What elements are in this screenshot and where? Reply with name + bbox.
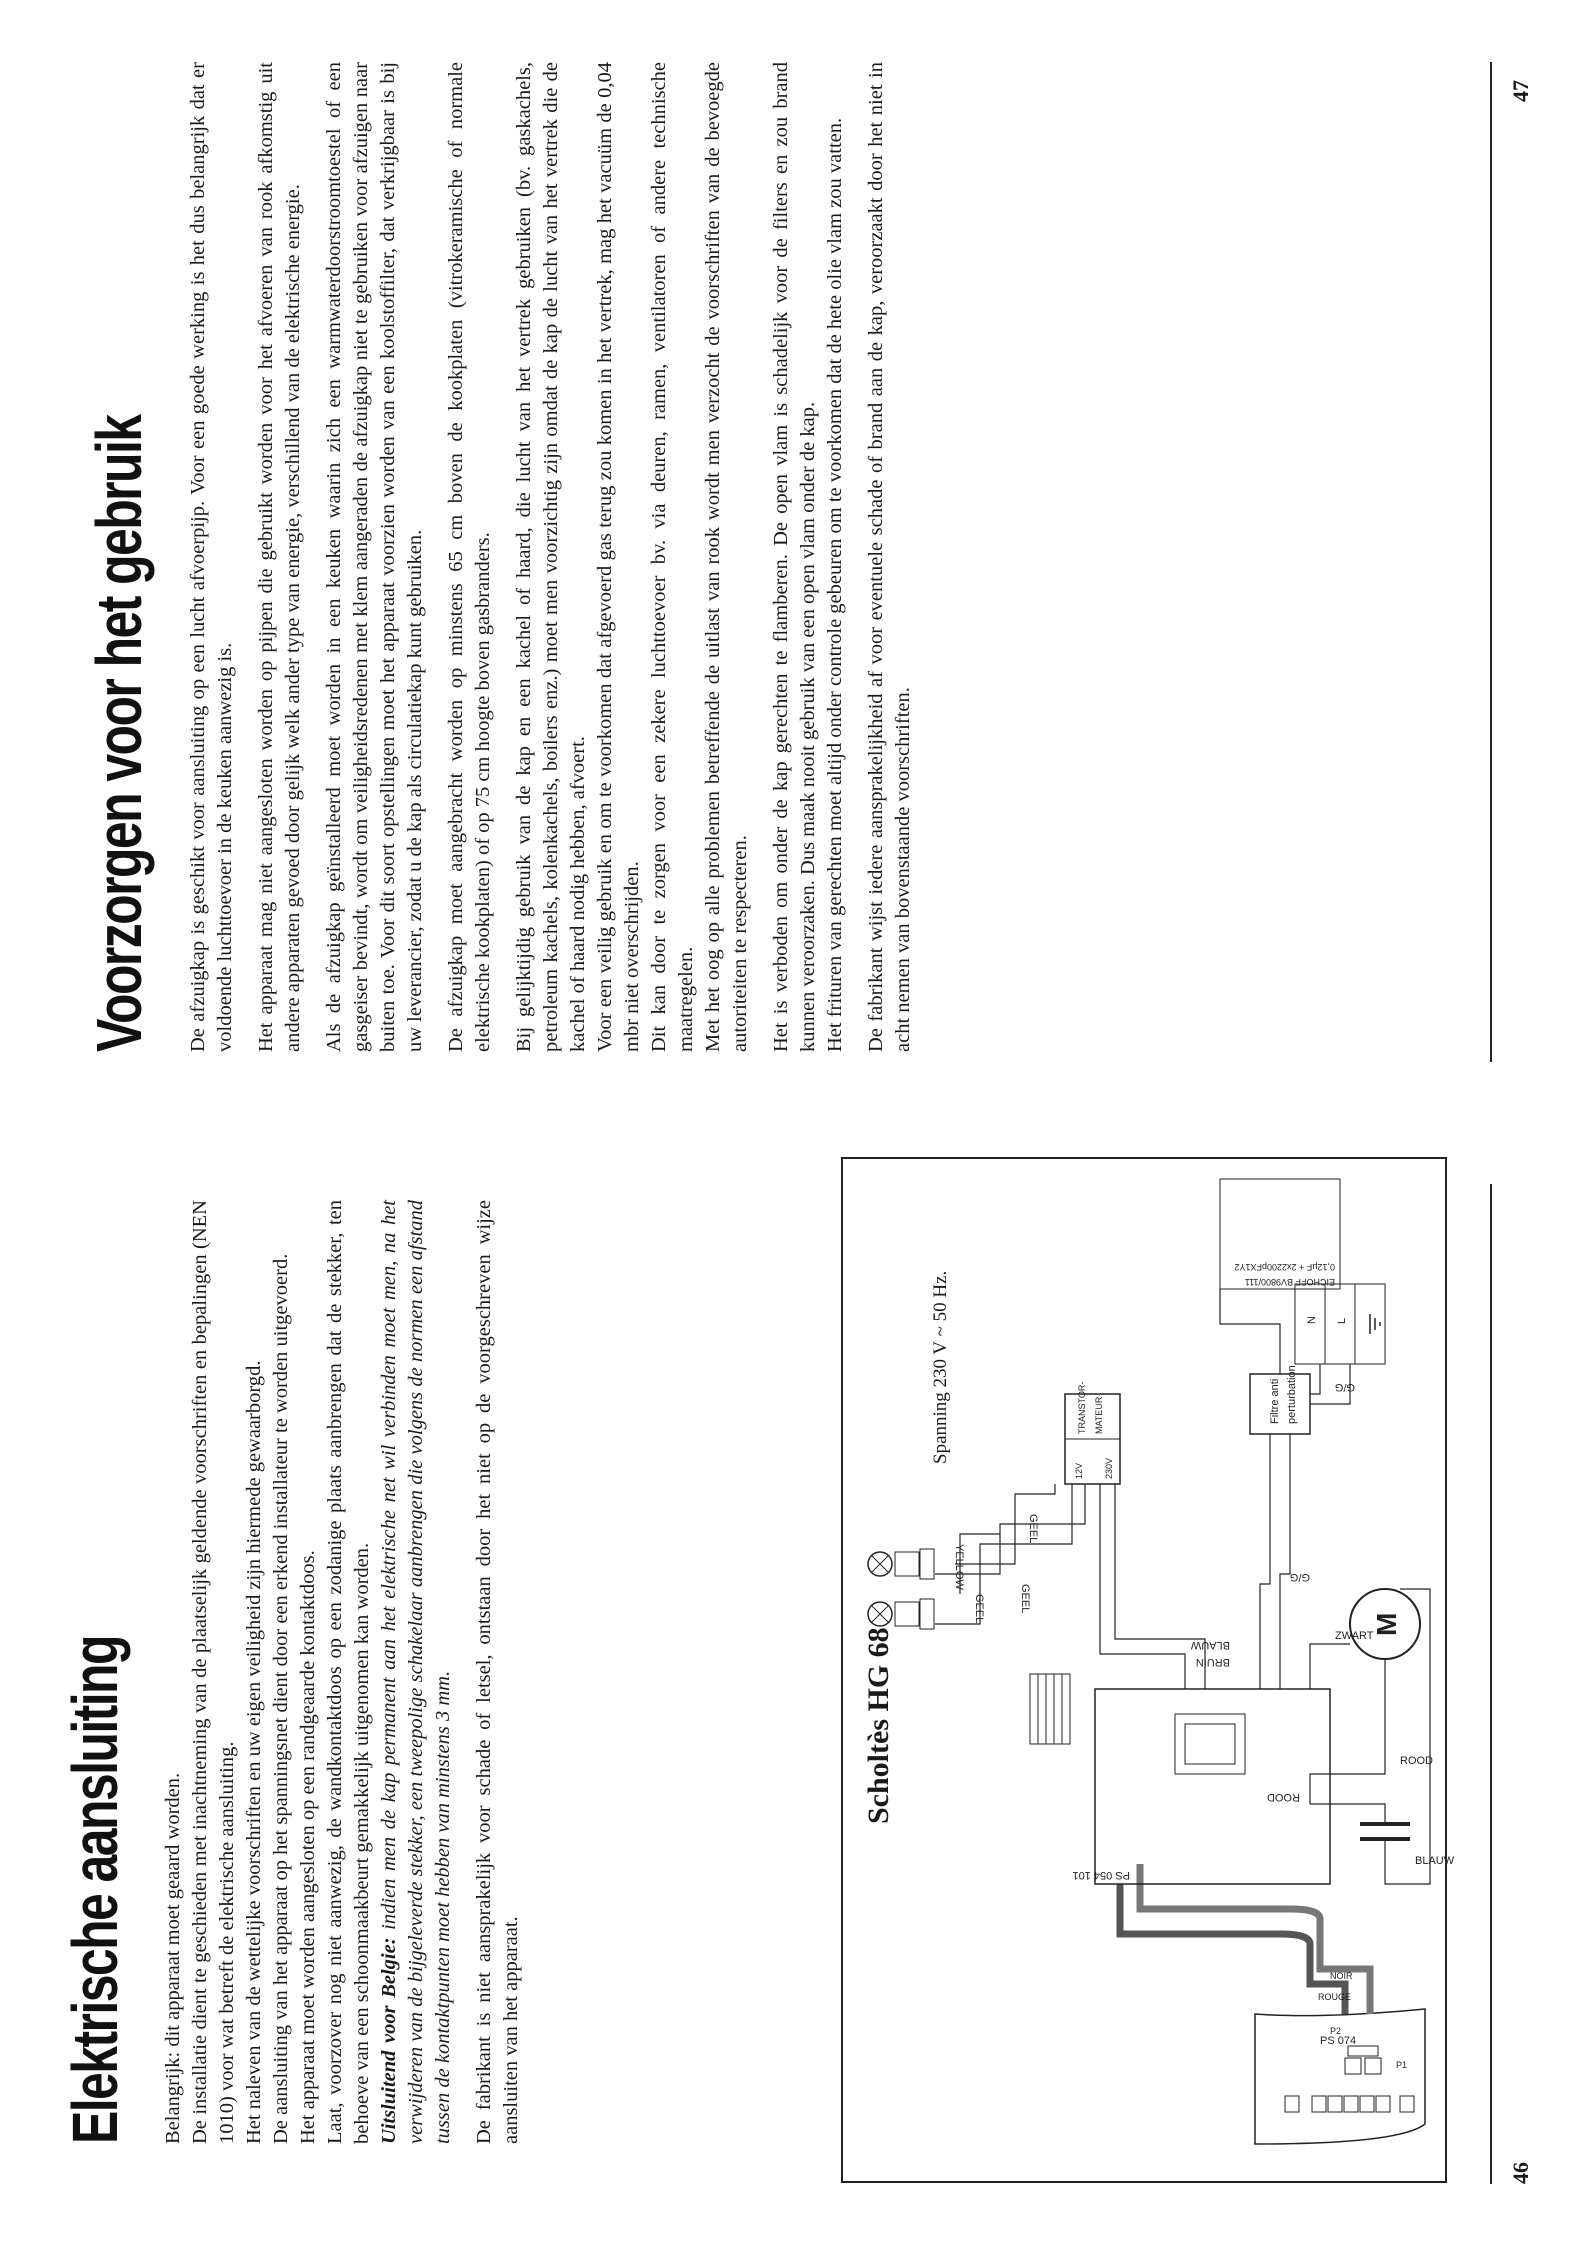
ribbon-cable-rouge — [1120, 1884, 1345, 2014]
label-ps074: PS 074 — [1320, 2035, 1357, 2047]
label-blauw-2: BLAUW — [1415, 1855, 1455, 1867]
belgium-text: indien men de kap permanent aan het elektrische net wil verbinden moet men, na het verwijderen van de bijgeleverde stekker, een tweepolige schakelaar aanbrengen die volgens de normen een afstand tussen de kontaktpunten moet hebben van minstens 3 mm. — [378, 1200, 454, 2144]
belgium-label: Uitsluitend voor Belgie: — [378, 1937, 400, 2144]
control-buttons — [1285, 2046, 1414, 2112]
label-ps054: PS 054 101 — [1072, 1869, 1130, 1881]
label-230v: 230V — [1104, 1457, 1114, 1479]
text-line: Belangrijk: dit apparaat moet geaard worden. — [162, 1772, 184, 2144]
text-line: Bij gelijktijdig gebruik van de kap en een kachel of haard, die lucht van het vertrek gebruiken (bv. gaskachels, petroleum kachels, kolenkachels, boilers enz.) moet men voorzichtig zijn omdat de kap de lucht van het vertrek die de kachel of haard nodig hebben, afvoert. — [513, 62, 589, 1052]
footer-rule — [1490, 62, 1492, 1062]
label-gg-1: G/G — [1334, 1381, 1355, 1393]
page-number: 47 — [1508, 80, 1533, 102]
lamp-2-icon — [868, 1549, 934, 1579]
label-noir: NOIR — [1330, 1971, 1353, 1981]
label-rood-1: ROOD — [1267, 1791, 1300, 1803]
text-column — [185, 62, 917, 1052]
label-n: N — [1306, 1316, 1318, 1324]
label-filtre-2: perturbation — [1286, 1365, 1298, 1424]
label-geel-2: GEEL — [1019, 1584, 1031, 1614]
text-column — [160, 1200, 525, 2144]
belgium-note — [376, 1200, 457, 2144]
page-46 — [0, 1122, 1587, 2244]
text-line: Het naleven van de wettelijke voorschriften en uw eigen veiligheid zijn hiermede gewaarborgd. — [243, 1360, 265, 2144]
text-line: Voor een veilig gebruik en om te voorkomen dat afgevoerd gas terug zou komen in het vertrek, mag het vacuüm de 0,04 mbr niet overschrijden. — [594, 62, 643, 1052]
label-blauw: BLAUW — [1190, 1639, 1230, 1651]
wire-rood — [1310, 1659, 1385, 1804]
label-12v: 12V — [1074, 1462, 1084, 1479]
mains-terminal — [1295, 1284, 1385, 1364]
diagram-voltage: Spanning 230 V ~ 50 Hz. — [930, 1270, 951, 1464]
label-zwart: ZWART — [1335, 1630, 1374, 1642]
lamp-1-icon — [868, 1599, 934, 1629]
label-l: L — [1336, 1317, 1348, 1324]
board-connector — [1030, 1674, 1070, 1744]
text-line: Dit kan door te zorgen voor een zekere luchttoevoer bv. via deuren, ramen, ventilatoren of andere technische maatregelen. — [648, 62, 697, 1052]
paragraph-block — [511, 62, 754, 1052]
page-heading: Elektrische aansluiting — [59, 1636, 131, 2144]
diagram-title: Scholtès HG 68 — [862, 1627, 895, 1824]
label-filtre-1: Filtre anti — [1269, 1378, 1281, 1424]
label-rood-2: ROOD — [1400, 1755, 1433, 1767]
paragraph-block — [768, 62, 849, 1052]
wiring-diagram — [840, 1154, 1455, 2184]
label-yellow: YELLOW — [953, 1544, 965, 1590]
text-line: Het frituren van gerechten moet altijd onder controle gebeuren om te voorkomen dat de hete olie vlam zou vatten. — [824, 117, 846, 1052]
page-heading: Voorzorgen voor het gebruik — [83, 415, 155, 1052]
wire-zwart — [1310, 1644, 1350, 1689]
text-line: Het apparaat moet worden aangesloten op een randgeaarde kontaktdoos. — [297, 1550, 319, 2144]
liability-text: De fabrikant is niet aansprakelijk voor schade of letsel, ontstaan door het niet op de voorgeschreven wijze aansluiten van het apparaat. — [473, 1200, 522, 2144]
label-p2: P2 — [1330, 2026, 1342, 2036]
label-geel-3: GEEL — [1027, 1514, 1039, 1544]
label-transformer-1: TRANSTOR- — [1077, 1381, 1087, 1434]
text-line: De aansluiting van het apparaat op het spanningsnet dient door een erkend installateur te worden uitgevoerd. — [270, 1253, 292, 2144]
wire-blauw — [1115, 1484, 1205, 1689]
wire-bruin — [1100, 1484, 1185, 1689]
label-cap-2: 0,12µF + 2x2200pFX1Y2 — [1234, 1262, 1335, 1272]
footer-rule — [1490, 1184, 1492, 2184]
label-bruin: BRUIN — [1195, 1656, 1230, 1668]
text-line: Met het oog op alle problemen betreffende de uitlast van rook wordt men verzocht de voorschriften van de bevoegde autoriteiten te respecteren. — [702, 62, 751, 1052]
paragraph: Het apparaat mag niet aangesloten worden op pijpen die gebruikt worden voor het afvoeren van rook afkomstig uit andere apparaten gevoed door gelijk welk ander type van energie, verschillend van de elektrische energie. — [255, 62, 304, 1052]
liability-text: De fabrikant wijst iedere aansprakelijkheid af voor eventuele schade of brand aan de kap, veroorzaakt door het niet in acht nemen van bovenstaande voorschriften. — [865, 62, 914, 1052]
label-geel-1: GEEL — [973, 1594, 985, 1624]
label-motor: M — [1371, 1612, 1402, 1636]
label-cap-1: EICHOFF BV9800/111 — [1244, 1277, 1335, 1287]
label-p1: P1 — [1396, 2060, 1408, 2070]
text-line: Het is verboden om onder de kap gerechten te flamberen. De open vlam is schadelijk voor de filters en zou brand kunnen veroorzaken. Dus maak nooit gebruik van een open vlam onder de kap. — [770, 62, 819, 1052]
label-transformer-2: MATEUR — [1094, 1396, 1104, 1434]
paragraph: De afzuigkap is geschikt voor aansluiting op een lucht afvoerpijp. Voor een goede werking is het dus belangrijk dat er voldoende luchttoevoer in de keuken aanwezig is. — [187, 62, 236, 1052]
text-line: De installatie dient te geschieden met inachtneming van de plaatselijk geldende voorschriften en bepalingen (NEN 1010) voor wat betreft de elektrische aansluiting. — [189, 1200, 238, 2144]
paragraph: Als de afzuigkap geïnstalleerd moet worden in een keuken waarin zich een warmwaterdoorstroomtoestel of een gasgeiser bevindt, wordt om veiligheidsredenen met klem aangeraden de afzuigkap niet te gebruiken voor afzuigen naar buiten toe. Voor dit soort opstellingen moet het apparaat voorzien worden van een koolstoffilter, dat verkrijgbaar is bij uw leverancier, zodat u de kap als circulatiekap kunt gebruiken. — [323, 62, 426, 1052]
ground-icon — [1370, 1314, 1380, 1334]
text-line: Laat, voorzover nog niet aanwezig, de wandkontaktdoos op een zodanige plaats aanbrengen dat de stekker, ten behoeve van een schoonmaakbeurt gemakkelijk uitgenomen kan worden. — [324, 1200, 373, 2144]
paragraph: De afzuigkap moet aangebracht worden op minstens 65 cm boven de kookplaten (vitrokeramische of normale elektrische kookplaten) of op 75 cm hoogte boven gasbranders. — [445, 62, 494, 1052]
main-board-ps054 — [1095, 1689, 1330, 1884]
label-gg-2: G/G — [1289, 1571, 1310, 1583]
page-number: 46 — [1508, 2162, 1533, 2184]
label-rouge: ROUGE — [1318, 1992, 1352, 2002]
